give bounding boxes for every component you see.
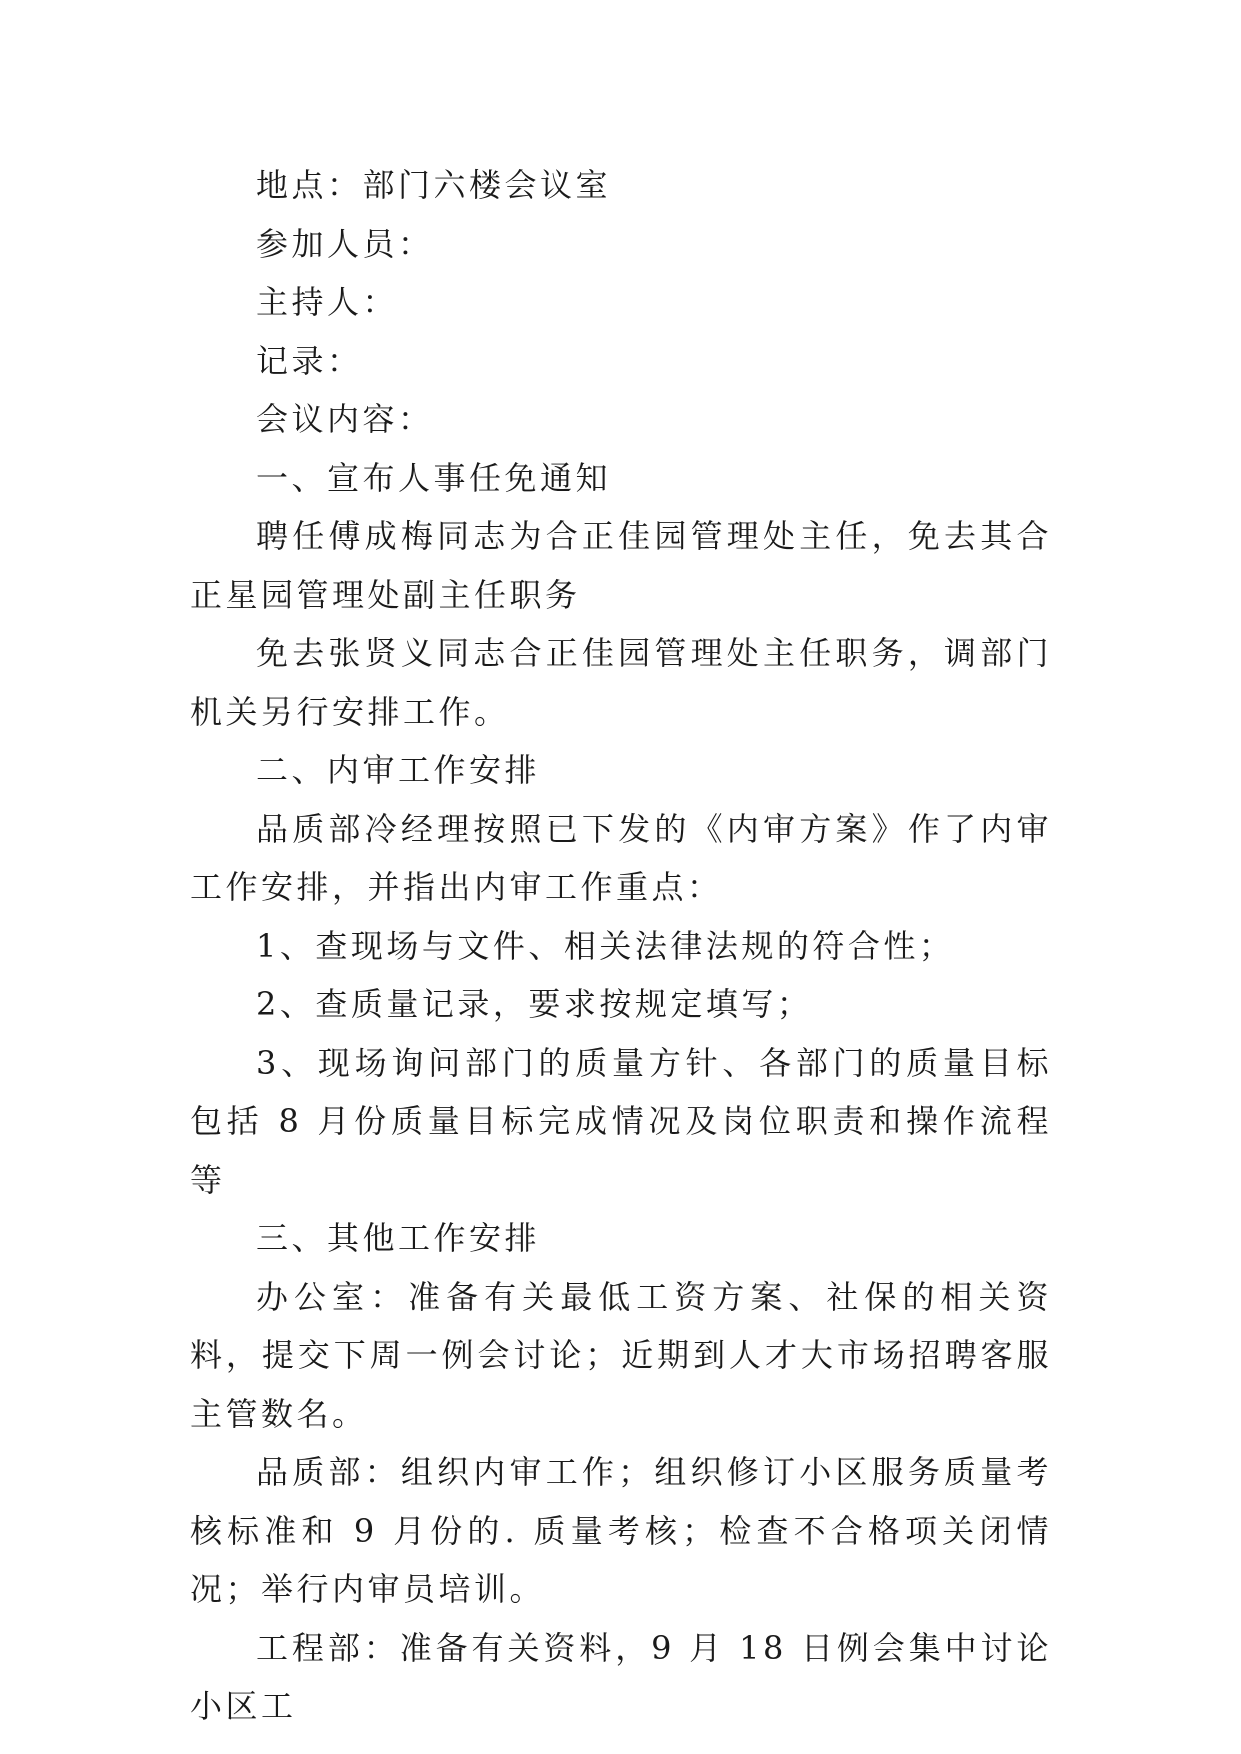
audit-item-3: 3、现场询问部门的质量方针、各部门的质量目标包括 8 月份质量目标完成情况及岗位职责和操作流程等 [190, 1043, 1052, 1199]
paragraph-appointment: 聘任傅成梅同志为合正佳园管理处主任，免去其合正星园管理处副主任职务 [190, 517, 1052, 614]
audit-item-2: 2、查质量记录，要求按规定填写； [256, 985, 813, 1023]
paragraph-quality-dept: 品质部：组织内审工作；组织修订小区服务质量考核标准和 9 月份的. 质量考核；检查不合格项关闭情况；举行内审员培训。 [190, 1453, 1052, 1608]
paragraph-engineering-dept: 工程部：准备有关资料，9 月 18 日例会集中讨论小区工 [190, 1628, 1052, 1725]
recorder-line: 记录： [256, 341, 363, 380]
section-3-heading: 三、其他工作安排 [256, 1219, 541, 1257]
meeting-content-heading: 会议内容： [256, 400, 434, 438]
paragraph-removal: 免去张贤义同志合正佳园管理处主任职务，调部门机关另行安排工作。 [190, 634, 1052, 731]
document-body [190, 156, 1052, 1736]
paragraph-audit-plan: 品质部冷经理按照已下发的《内审方案》作了内审工作安排，并指出内审工作重点： [190, 809, 1052, 906]
section-1-heading: 一、宣布人事任免通知 [256, 458, 612, 497]
host-line: 主持人： [256, 283, 399, 321]
location-line: 地点：部门六楼会议室 [256, 166, 612, 204]
audit-item-1: 1、查现场与文件、相关法律法规的符合性； [256, 926, 955, 965]
paragraph-office: 办公室：准备有关最低工资方案、社保的相关资料，提交下周一例会讨论；近期到人才大市场招聘客服主管数名。 [190, 1277, 1052, 1433]
attendees-line: 参加人员： [256, 224, 434, 263]
section-2-heading: 二、内审工作安排 [256, 751, 541, 789]
